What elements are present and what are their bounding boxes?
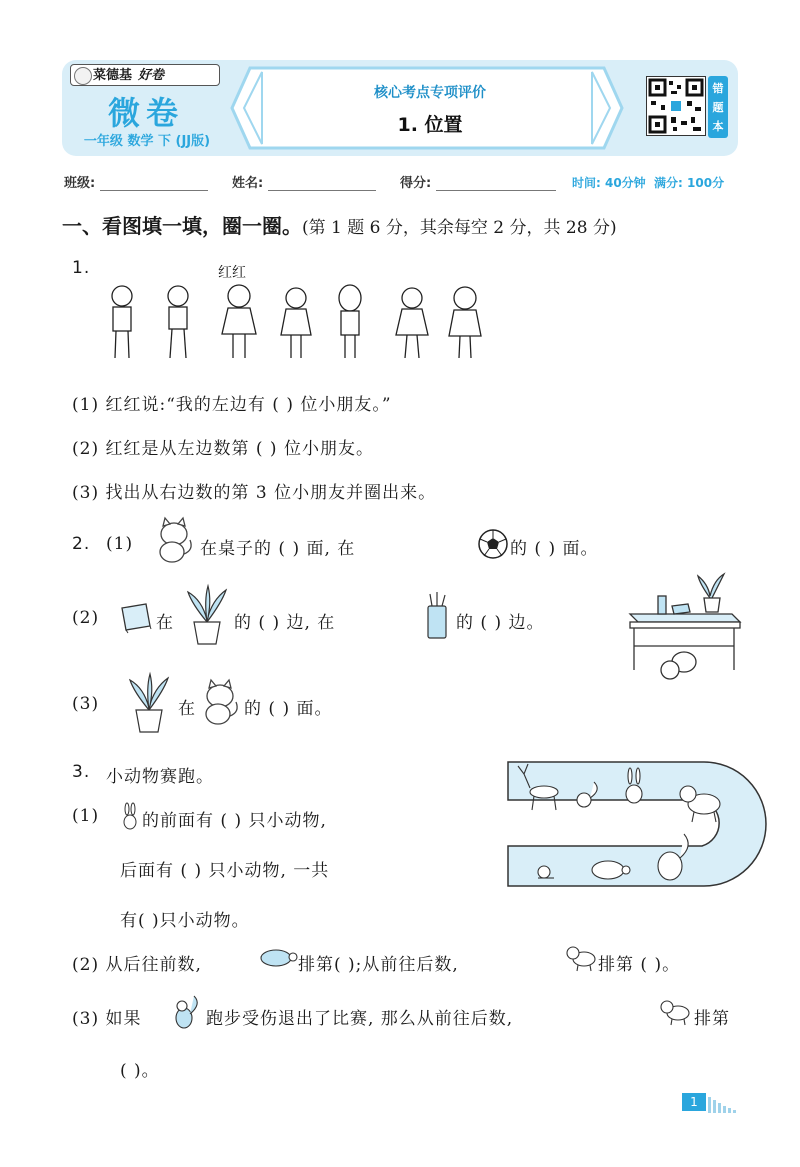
child-1-icon — [112, 286, 132, 358]
q3-title: 小动物赛跑。 — [106, 767, 214, 787]
title-ribbon — [232, 62, 622, 154]
puppy-icon-small-2 — [660, 998, 692, 1026]
q2-number: 2. — [72, 534, 91, 554]
q2-part3-at: 在 — [178, 699, 196, 719]
section-points: (第 1 题 6 分，其余每空 2 分，共 28 分) — [302, 218, 617, 238]
potted-plant-icon-2 — [124, 672, 174, 734]
q2-part2-text2: 的 ( ) 边。 — [456, 613, 545, 633]
squirrel-icon-small — [172, 994, 202, 1032]
rabbit-icon-small — [120, 802, 140, 832]
child-6-icon — [396, 288, 428, 358]
puppy-icon-small — [566, 944, 598, 972]
q2-part2-at: 在 — [156, 613, 174, 633]
turtle-icon-small — [258, 944, 298, 970]
error-notebook-badge: 错 题 本 — [708, 76, 728, 138]
publisher-name: 菜德基 — [93, 68, 133, 83]
page-number: 1 — [682, 1093, 706, 1111]
publisher-logo-icon — [74, 67, 92, 85]
children-row-illustration — [100, 280, 490, 366]
name-field[interactable]: 姓名: — [232, 172, 376, 191]
q2-part2-text: 的 ( ) 边, 在 — [234, 613, 336, 633]
q3-part3-text3: 排第 — [694, 1009, 730, 1029]
q3-part1-text2: 后面有 ( ) 只小动物, 一共 — [120, 861, 330, 881]
q3-part3-text4: ( )。 — [120, 1061, 160, 1081]
brand-good: 好卷 — [138, 68, 165, 83]
q2-part1-text: 在桌子的 ( ) 面, 在 — [200, 539, 356, 559]
q1-part3: (3) 找出从右边数的第 3 位小朋友并圈出来。 — [72, 483, 437, 503]
q3-part2-text3: 排第 ( )。 — [598, 955, 681, 975]
cat-icon — [152, 518, 196, 564]
q3-part1-text3: 有( )只小动物。 — [120, 911, 250, 931]
child-3-icon — [222, 285, 256, 358]
soccer-ball-icon — [477, 528, 509, 560]
book-icon — [118, 600, 154, 634]
q2-part1-label: (1) — [106, 534, 134, 554]
child-2-icon — [168, 286, 188, 358]
q3-part2-text2: 排第( );从前往后数, — [298, 955, 459, 975]
full-score: 满分: 100分 — [654, 176, 725, 190]
banner-subtitle: 核心考点专项评价 — [374, 85, 486, 101]
child-5-icon — [339, 285, 361, 358]
child-7-icon — [449, 287, 481, 358]
page-decoration — [708, 1094, 738, 1113]
q2-part2-label: (2) — [72, 608, 100, 628]
q3-part3-text: (3) 如果 — [72, 1009, 142, 1029]
class-field[interactable]: 班级: — [64, 172, 208, 191]
q2-part3-text: 的 ( ) 面。 — [244, 699, 333, 719]
qr-code-icon[interactable] — [646, 76, 706, 136]
q2-part1-text2: 的 ( ) 面。 — [510, 539, 599, 559]
table-scene-illustration — [628, 572, 742, 688]
q3-part1-text: 的前面有 ( ) 只小动物, — [142, 811, 327, 831]
q3-part2-text: (2) 从后往前数, — [72, 955, 202, 975]
q1-part1: (1) 红红说:“我的左边有 ( ) 位小朋友。” — [72, 395, 392, 415]
q1-number: 1. — [72, 258, 91, 278]
cat-icon-2 — [198, 680, 242, 726]
q3-number: 3. — [72, 762, 91, 782]
hong-hong-label: 红红 — [218, 265, 246, 281]
section-heading: 一、看图填一填，圈一圈。(第 1 题 6 分，其余每空 2 分，共 28 分) — [62, 214, 617, 238]
time-limit: 时间: 40分钟 满分: 100分 — [572, 176, 725, 190]
q1-part2: (2) 红红是从左边数第 ( ) 位小朋友。 — [72, 439, 374, 459]
potted-plant-icon — [182, 584, 232, 646]
race-track-illustration — [504, 754, 740, 898]
score-field[interactable]: 得分: — [400, 172, 556, 191]
q3-part3-text2: 跑步受伤退出了比赛, 那么从前往后数, — [206, 1009, 514, 1029]
grade-subject: 一年级 数学 下 (JJ版) — [83, 134, 211, 149]
q3-part1-label: (1) — [72, 806, 100, 826]
pencil-cup-icon — [424, 592, 450, 642]
publisher-tag — [70, 64, 220, 86]
child-4-icon — [281, 288, 311, 358]
series-title: 微卷 — [107, 94, 184, 132]
page-title: 1. 位置 — [397, 114, 463, 136]
q2-part3-label: (3) — [72, 694, 100, 714]
